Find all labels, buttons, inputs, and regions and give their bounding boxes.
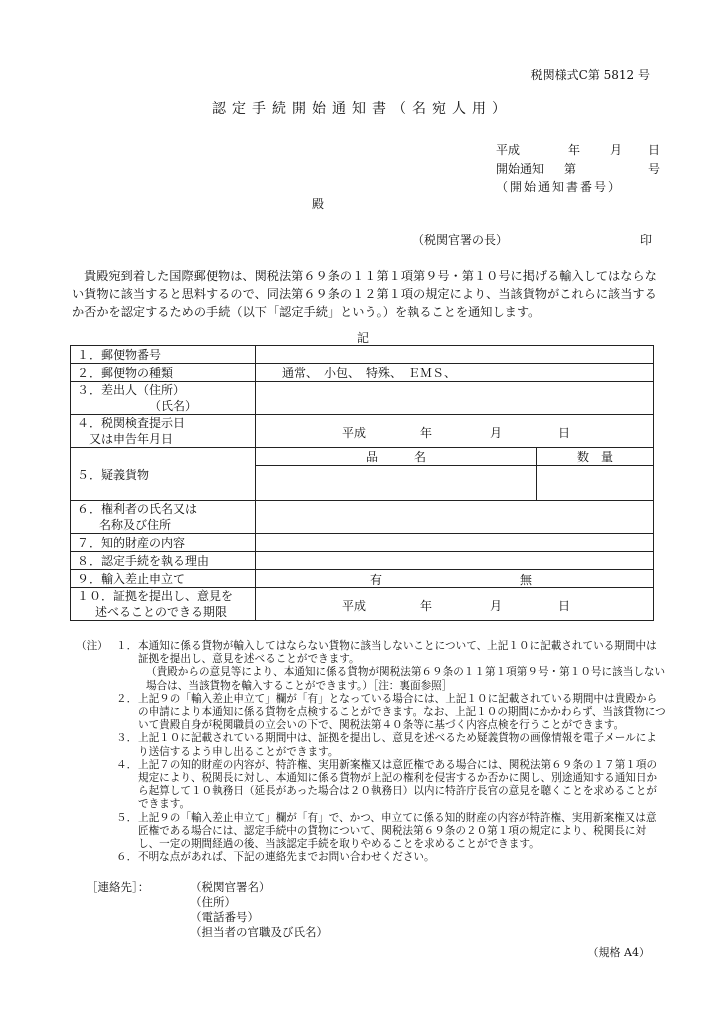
note-3 xyxy=(76,732,666,758)
inspection-date-label-1: ４．税関検査提示日 xyxy=(77,416,186,430)
row-label-sender xyxy=(71,382,256,415)
ip-content-field[interactable] xyxy=(256,534,654,552)
contact-phone: （電話番号） xyxy=(190,910,259,924)
table-row xyxy=(71,346,654,364)
date-month: 月 xyxy=(490,599,503,613)
notes-mark: （注） xyxy=(76,640,108,652)
date-era: 平成 xyxy=(342,599,367,613)
contact-address: （住所） xyxy=(190,895,236,909)
note-1 xyxy=(76,640,666,666)
row-label-suspect-goods: ５．疑義貨物 xyxy=(71,448,256,501)
note-text: 上記９の「輸入差止申立て」欄が「有」となっている場合には、上記１０に記載されている期間中は貴殿からの申請により本通知に係る貨物を点検することができます。なお、上記１０の期間にかかわらず、当該貨物について貴殿自身が税関職員の立会いの下で、関税法第４０条等に基づく内容点検を行うことができます。 xyxy=(138,692,666,732)
note-2 xyxy=(76,693,666,733)
document-title: 認定手続開始通知書（名宛人用） xyxy=(212,101,512,117)
note-text: 上記９の「輸入差止申立て」欄が「有」で、かつ、申立てに係る知的財産の内容が特許権、実用新案権又は意匠権である場合には、認定手続中の貨物について、関税法第６９条の２０第１項の規定により、税関長に対し、一定の期間経過の後、当該認定手続を取りやめることを求めることができます。 xyxy=(138,811,657,851)
goods-name-header: 品 名 xyxy=(256,448,537,466)
date-era: 平成 xyxy=(496,143,521,157)
goods-quantity-header: 数 量 xyxy=(537,448,654,466)
reason-field[interactable] xyxy=(256,552,654,570)
details-table xyxy=(70,345,654,621)
note-number: １． xyxy=(116,640,138,652)
form-number: 税関様式C第 5812 号 xyxy=(530,68,650,82)
date-year: 年 xyxy=(568,143,581,157)
goods-quantity-field[interactable] xyxy=(537,466,654,501)
ki-heading: 記 xyxy=(357,331,370,345)
postal-type-options[interactable]: 通常、 小包、 特殊、 ＥＭＳ、 xyxy=(256,364,654,382)
date-year: 年 xyxy=(420,426,433,440)
contact-label: ［連絡先］： xyxy=(86,880,150,894)
deadline-label-1: １０．証拠を提出し、意見を xyxy=(77,589,234,603)
table-row xyxy=(71,588,654,621)
table-row xyxy=(71,570,654,588)
row-label-postal-type: ２．郵便物の種類 xyxy=(71,364,256,382)
contact-office: （税関官署名） xyxy=(190,880,271,894)
table-row xyxy=(71,364,654,382)
right-holder-label-2: 名称及び住所 xyxy=(99,518,172,532)
note-5 xyxy=(76,812,666,852)
date-era: 平成 xyxy=(342,426,367,440)
row-label-reason: ８．認定手続を執る理由 xyxy=(71,552,256,570)
row-label-postal-number: １．郵便物番号 xyxy=(71,346,256,364)
notice-number-paren: （開始通知書番号） xyxy=(496,180,623,194)
note-text: 不明な点があれば、下記の連絡先までお問い合わせください。 xyxy=(138,851,435,864)
note-number: ２． xyxy=(116,692,138,705)
date-month: 月 xyxy=(610,143,623,157)
note-4 xyxy=(76,759,666,812)
notes-section xyxy=(76,640,666,864)
table-row xyxy=(71,552,654,570)
row-label-import-suspension: ９．輸入差止申立て xyxy=(71,570,256,588)
note-text: 上記１０に記載されている期間中は、証拠を提出し、意見を述べるため疑義貨物の画像情報を電子メールにより送信するよう申し出ることができます。 xyxy=(138,732,657,758)
notice-label: 開始通知 xyxy=(496,162,545,176)
date-day: 日 xyxy=(648,143,661,157)
table-row xyxy=(71,448,654,466)
note-6 xyxy=(76,851,666,864)
contact-person: （担当者の官職及び氏名） xyxy=(190,925,328,939)
date-month: 月 xyxy=(490,426,503,440)
issuer: （税関官署の長） xyxy=(412,233,509,247)
postal-number-field[interactable] xyxy=(256,346,654,364)
addressee-suffix: 殿 xyxy=(312,197,325,211)
table-row xyxy=(71,501,654,534)
table-row xyxy=(71,534,654,552)
row-label-right-holder xyxy=(71,501,256,534)
date-year: 年 xyxy=(420,599,433,613)
table-row xyxy=(71,382,654,415)
row-label-ip-content: ７．知的財産の内容 xyxy=(71,534,256,552)
seal-mark: 印 xyxy=(640,233,653,247)
row-label-deadline xyxy=(71,588,256,621)
suspension-yes[interactable]: 有 xyxy=(370,573,383,587)
sender-field[interactable] xyxy=(256,382,654,415)
date-day: 日 xyxy=(558,599,571,613)
note-number: ３． xyxy=(116,732,138,745)
deadline-label-2: 述べることのできる期限 xyxy=(95,605,228,619)
inspection-date-field[interactable] xyxy=(256,415,654,448)
note-1-sub: （貴殿からの意見等により、本通知に係る貨物が関税法第６９条の１１第１項第９号・第１０号に該当しない場合は、当該貨物を輸入することができます。）［注：裏面参照］ xyxy=(146,666,666,692)
notice-dai: 第 xyxy=(564,162,577,176)
note-number: ５． xyxy=(116,811,138,824)
note-text: 本通知に係る貨物が輸入してはならない貨物に該当しないことについて、上記１０に記載されている期間中は証拠を提出し、意見を述べることができます。 xyxy=(138,640,657,666)
body-paragraph: 貴殿宛到着した国際郵便物は、関税法第６９条の１１第１項第９号・第１０号に掲げる輸入してはならない貨物に該当すると思料するので、同法第６９条の１２第１項の規定により、当該貨物がこれらに該当するか否かを認定するための手続（以下「認定手続」という。）を執ることを通知します。 xyxy=(72,269,657,319)
import-suspension-field[interactable] xyxy=(256,570,654,588)
sender-address-label: ３．差出人（住所） xyxy=(77,383,186,397)
date-day: 日 xyxy=(558,426,571,440)
suspension-no[interactable]: 無 xyxy=(520,573,533,587)
right-holder-field[interactable] xyxy=(256,501,654,534)
notice-go: 号 xyxy=(648,162,661,176)
note-number: ６． xyxy=(116,851,138,864)
deadline-field[interactable] xyxy=(256,588,654,621)
note-number: ４． xyxy=(116,758,138,771)
right-holder-label-1: ６．権利者の氏名又は xyxy=(77,502,198,516)
goods-name-field[interactable] xyxy=(256,466,537,501)
paper-size: （規格 A4） xyxy=(587,946,650,959)
row-label-inspection-date xyxy=(71,415,256,448)
note-text: 上記７の知的財産の内容が、特許権、実用新案権又は意匠権である場合には、関税法第６９条の１７第１項の規定により、税関長に対し、本通知に係る貨物が上記の権利を侵害するか否かに関し、別途通知する通知日から起算して１０執務日（延長があった場合は２０執務日）以内に特許庁長官の意見を聴くことを求めることができます。 xyxy=(138,758,658,811)
inspection-date-label-2: 又は申告年月日 xyxy=(89,432,174,446)
table-row xyxy=(71,415,654,448)
sender-name-label: （氏名） xyxy=(149,399,198,413)
